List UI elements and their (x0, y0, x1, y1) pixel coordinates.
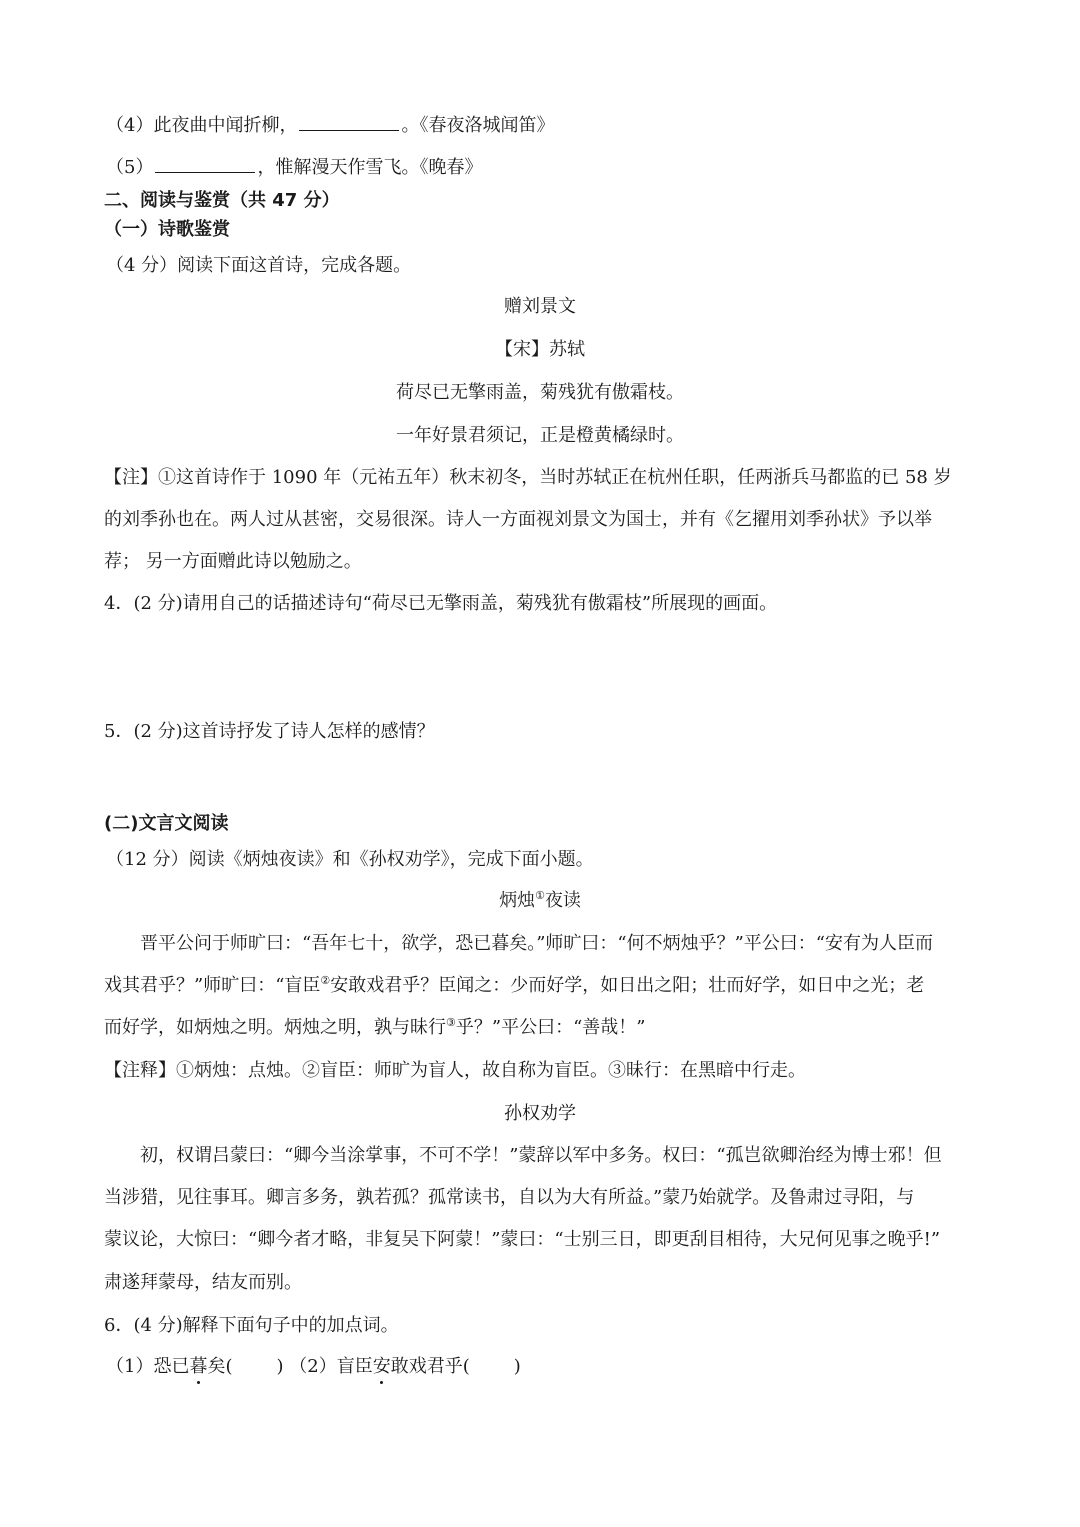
text2-line-1: 初，权谓吕蒙曰：“卿今当涂掌事，不可不学！”蒙辞以军中多务。权曰：“孤岂欲卿治经为博士邪！但 (140, 1145, 942, 1166)
q6-part1-prefix: （1）恐已 (106, 1356, 190, 1377)
classical-heading: (二)文言文阅读 (104, 813, 229, 834)
text1-title-part-b: 夜读 (544, 890, 581, 911)
text1-line-3 (104, 1015, 645, 1041)
text1-line-2 (104, 973, 924, 999)
text1-title-part-a: 炳烛 (499, 890, 536, 911)
question-6-parts (106, 1354, 521, 1380)
fill-blank-item-5-prefix: （5） (106, 157, 154, 178)
poem-line-1: 荷尽已无擎雨盖，菊残犹有傲霜枝。 (396, 382, 684, 403)
classical-intro: （12 分）阅读《炳烛夜读》和《孙权劝学》，完成下面小题。 (106, 849, 594, 870)
poem-line-2: 一年好景君须记，正是橙黄橘绿时。 (396, 425, 684, 446)
footnote-marker-1: ① (535, 889, 545, 902)
footnote-marker-3: ③ (446, 1016, 456, 1029)
poetry-heading: （一）诗歌鉴赏 (104, 219, 230, 240)
question-5: 5．(2 分)这首诗抒发了诗人怎样的感情？ (104, 721, 435, 742)
q6-part1-middle: 矣( (207, 1356, 233, 1377)
text1-line-2-part-b: 安敢戏君乎？臣闻之：少而好学，如日出之阳；壮而好学，如日中之光；老 (330, 975, 925, 996)
q6-part2-dotted-word: 安 (373, 1354, 391, 1380)
poem-author: 【宋】苏轼 (495, 339, 585, 360)
section-title: 二、阅读与鉴赏（共 47 分） (104, 190, 340, 211)
text2-line-2: 当涉猎，见往事耳。卿言多务，孰若孤？孤常读书，自以为大有所益。”蒙乃始就学。及鲁肃过寻阳，与 (104, 1187, 915, 1208)
text2-line-3: 蒙议论，大惊曰：“卿今者才略，非复吴下阿蒙！”蒙曰：“士别三日，即更刮目相待，大兄何见事之晚乎!” (104, 1229, 941, 1250)
poem-note-line-2: 的刘季孙也在。两人过从甚密，交易很深。诗人一方面视刘景文为国士，并有《乞擢用刘季孙状》予以举 (104, 509, 932, 530)
text1-line-3-part-a: 而好学，如炳烛之明。炳烛之明，孰与昧行 (104, 1017, 446, 1038)
fill-blank-item-5 (106, 154, 482, 181)
fill-blank-item-4-suffix: 。《春夜洛城闻笛》 (401, 115, 555, 136)
text2-line-4: 肃遂拜蒙母，结友而别。 (104, 1272, 302, 1293)
question-6: 6．(4 分)解释下面句子中的加点词。 (104, 1315, 399, 1336)
q6-part2-middle: 敢戏君乎( (390, 1356, 470, 1377)
poetry-intro: （4 分）阅读下面这首诗，完成各题。 (106, 255, 412, 276)
text1-notes: 【注释】①炳烛：点烛。②盲臣：师旷为盲人，故自称为盲臣。③昧行：在黑暗中行走。 (104, 1060, 806, 1081)
answer-blank-5[interactable] (155, 154, 255, 173)
q6-part1-close: ) (276, 1356, 284, 1377)
q6-part2-close: ) (513, 1356, 521, 1377)
answer-blank-4[interactable] (299, 112, 399, 131)
q6-part2-prefix: （2）盲臣 (289, 1356, 373, 1377)
text1-line-1: 晋平公问于师旷曰：“吾年七十，欲学，恐已暮矣。”师旷曰：“何不炳烛乎？”平公曰：“安有为人臣而 (140, 933, 934, 954)
q6-part1-dotted-word: 暮 (189, 1354, 207, 1380)
text2-title: 孙权劝学 (504, 1103, 576, 1124)
poem-note-line-1: 【注】①这首诗作于 1090 年（元祐五年）秋末初冬，当时苏轼正在杭州任职，任两浙兵马都监的已 58 岁 (104, 467, 952, 488)
poem-title: 赠刘景文 (504, 296, 576, 317)
poem-note-line-3: 荐； 另一方面赠此诗以勉励之。 (104, 551, 362, 572)
fill-blank-item-5-suffix: ，惟解漫天作雪飞。《晚春》 (257, 157, 483, 178)
text1-line-3-part-b: 乎？”平公曰：“善哉！” (455, 1017, 646, 1038)
question-4: 4．(2 分)请用自己的话描述诗句“荷尽已无擎雨盖，菊残犹有傲霜枝”所展现的画面。 (104, 593, 778, 614)
fill-blank-item-4-prefix: （4）此夜曲中闻折柳， (106, 115, 298, 136)
fill-blank-item-4 (106, 112, 554, 139)
text1-line-2-part-a: 戏其君乎？”师旷曰：“盲臣 (104, 975, 321, 996)
text1-title (0, 888, 1080, 914)
footnote-marker-2: ② (320, 974, 331, 987)
